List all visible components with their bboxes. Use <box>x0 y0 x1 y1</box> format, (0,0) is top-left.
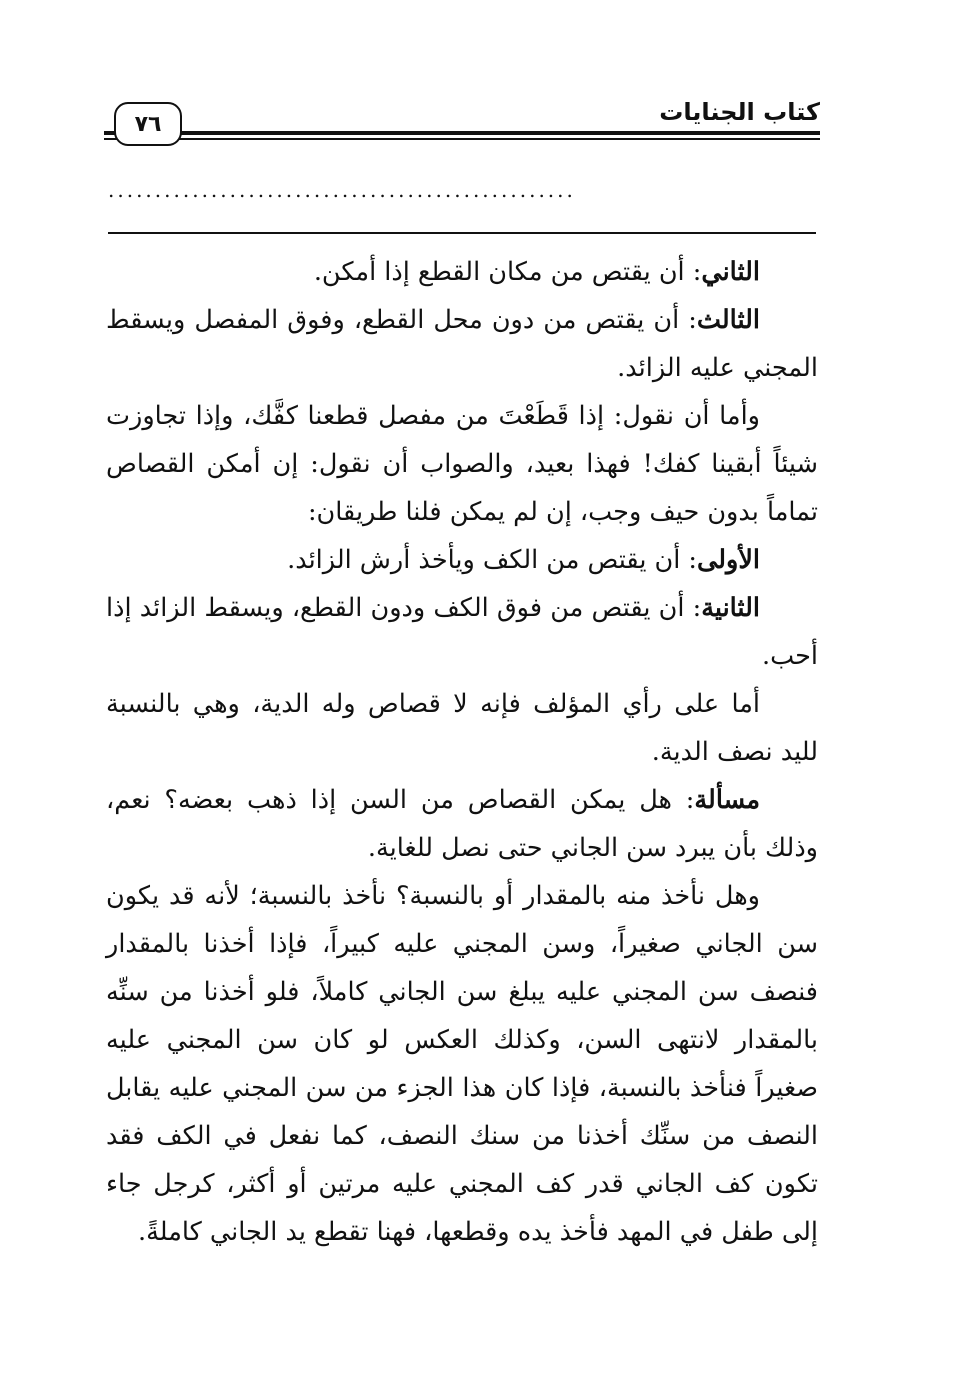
paragraph <box>106 776 818 872</box>
paragraph <box>106 680 818 776</box>
content-divider <box>108 232 816 234</box>
chapter-title: كتاب الجنايات <box>659 98 820 126</box>
paragraph-text: : هل يمكن القصاص من السن إذا ذهب بعضه؟ نعم، وذلك بأن يبرد سن الجاني حتى نصل للغاية. <box>106 785 818 863</box>
paragraph-term: الثاني <box>701 257 760 287</box>
paragraph-text: : أن يقتص من مكان القطع إذا أمكن. <box>313 257 702 287</box>
header-rule-thin <box>104 138 820 140</box>
page-header <box>104 96 820 156</box>
paragraph <box>106 392 818 536</box>
body-text <box>106 248 818 1256</box>
paragraph-term: الثالث <box>696 305 760 335</box>
paragraph <box>106 584 818 680</box>
header-rule-thick <box>104 131 820 135</box>
page-number: ٧٦ <box>114 102 182 146</box>
paragraph-term: مسألة <box>694 785 760 815</box>
paragraph <box>106 536 818 584</box>
paragraph-term: الأولى <box>697 545 760 575</box>
paragraph-term: الثانية <box>701 593 760 623</box>
dotted-separator: .................................................. <box>108 178 576 202</box>
paragraph <box>106 248 818 296</box>
paragraph-text: : أن يقتص من دون محل القطع، وفوق المفصل ويسقط المجني عليه الزائد. <box>106 305 818 383</box>
paragraph-text: : أن يقتص من فوق الكف ودون القطع، ويسقط الزائد إذا أحب. <box>106 593 818 671</box>
paragraph-text: أما على رأي المؤلف فإنه لا قصاص وله الدية، وهي بالنسبة لليد نصف الدية. <box>106 689 818 767</box>
paragraph <box>106 296 818 392</box>
paragraph-text: وأما أن نقول: إذا قَطَعْتَ من مفصل قطعنا كفَّك، وإذا تجاوزت شيئاً أبقينا كفك! فهذا بعيد، والصواب أن نقول: إن أمكن القصاص تماماً بدون حيف وجب، إن لم يمكن فلنا طريقان: <box>106 401 818 527</box>
paragraph <box>106 872 818 1256</box>
paragraph-text: وهل نأخذ منه بالمقدار أو بالنسبة؟ نأخذ بالنسبة؛ لأنه قد يكون سن الجاني صغيراً، وسن المجني عليه كبيراً، فإذا أخذنا بالمقدار فنصف سن المجني عليه يبلغ سن الجاني كاملاً، فلو أخذنا من سنِّه بالمقدار لانتهى السن، وكذلك العكس لو كان سن المجني عليه صغيراً فنأخذ بالنسبة، فإذا كان هذا الجزء من سن المجني عليه يقابل النصف من سنِّك أخذنا من سنك النصف، كما نفعل في الكف فقد تكون كف الجاني قدر كف المجني عليه مرتين أو أكثر، كرجل جاء إلى طفل في المهد فأخذ يده وقطعها، فهنا تقطع يد الجاني كاملةً. <box>106 881 818 1247</box>
paragraph-text: : أن يقتص من الكف ويأخذ أرش الزائد. <box>287 545 698 575</box>
